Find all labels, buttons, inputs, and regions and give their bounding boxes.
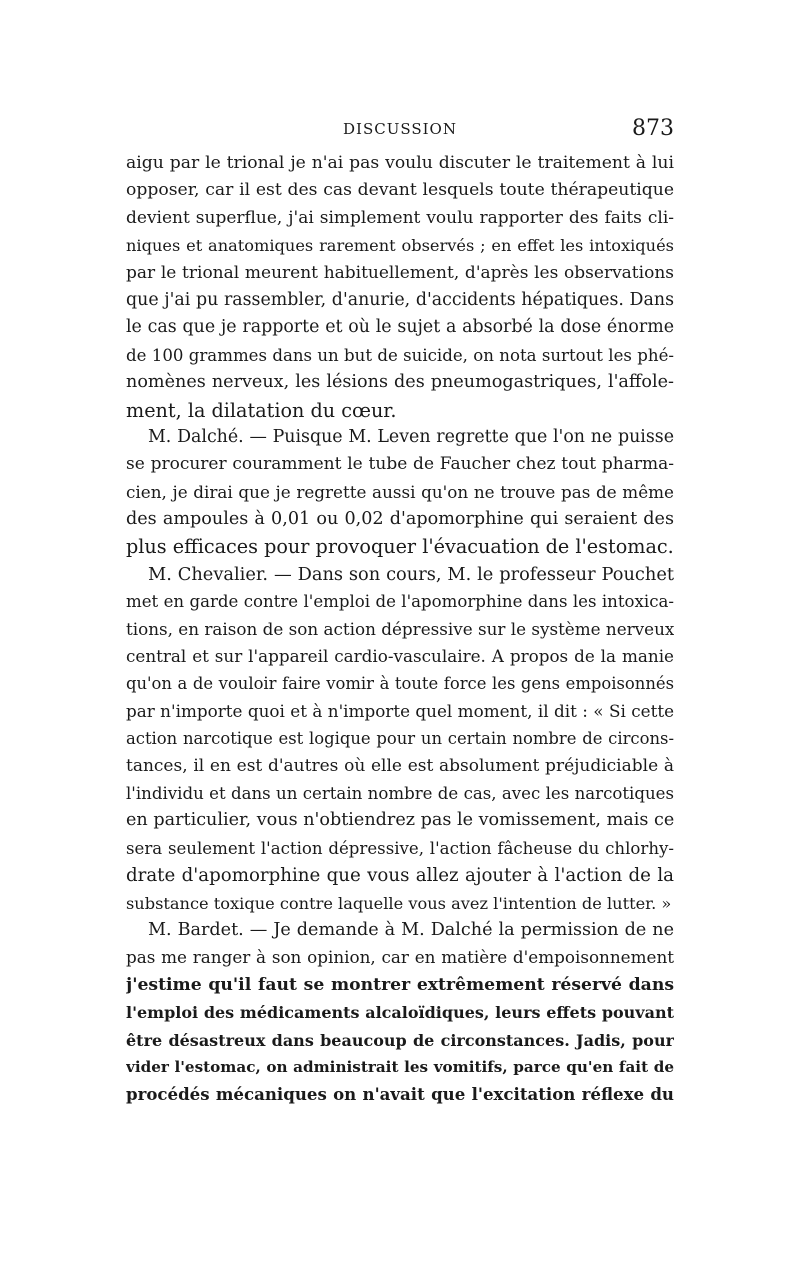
- text-line: action narcotique est logique pour un certain nombre de circons-: [126, 729, 674, 749]
- text-line: que j'ai pu rassembler, d'anurie, d'accidents hépatiques. Dans: [126, 289, 674, 310]
- text-line: cien, je dirai que je regrette aussi qu'on ne trouve pas de même: [126, 481, 674, 502]
- text-line: plus efficaces pour provoquer l'évacuation de l'estomac.: [126, 535, 674, 559]
- text-line: l'individu et dans un certain nombre de cas, avec les narcotiques: [126, 783, 674, 803]
- body-text: [126, 150, 674, 1109]
- text-line: procédés mécaniques on n'avait que l'excitation réflexe du: [126, 1084, 674, 1105]
- text-line: tances, il en est d'autres où elle est absolument préjudiciable à: [126, 755, 674, 776]
- text-line: le cas que je rapporte et où le sujet a absorbé la dose énorme: [126, 317, 674, 338]
- text-line: vider l'estomac, on administrait les vomitifs, parce qu'en fait de: [126, 1057, 674, 1076]
- text-line: des ampoules à 0,01 ou 0,02 d'apomorphine qui seraient des: [126, 509, 674, 530]
- text-line: devient superflue, j'ai simplement voulu rapporter des faits cli-: [126, 207, 674, 228]
- text-line: pas me ranger à son opinion, car en matière d'empoisonnement: [126, 947, 674, 968]
- text-line: par n'importe quoi et à n'importe quel moment, il dit : « Si cette: [126, 700, 674, 721]
- text-line: par le trional meurent habituellement, d'après les observations: [126, 262, 674, 283]
- text-line: j'estime qu'il faut se montrer extrêmement réservé dans: [126, 974, 674, 995]
- running-head: DISCUSSION: [343, 120, 457, 138]
- text-line: de 100 grammes dans un but de suicide, on nota surtout les phé-: [126, 345, 674, 365]
- text-line: M. Bardet. — Je demande à M. Dalché la permission de ne: [148, 919, 674, 940]
- page-number: 873: [632, 116, 674, 141]
- text-line: central et sur l'appareil cardio-vasculaire. A propos de la manie: [126, 646, 674, 667]
- text-line: met en garde contre l'emploi de l'apomorphine dans les intoxica-: [126, 592, 674, 612]
- page-header: [126, 116, 674, 150]
- text-line: sera seulement l'action dépressive, l'action fâcheuse du chlorhy-: [126, 838, 674, 858]
- text-line: se procurer couramment le tube de Faucher chez tout pharma-: [126, 454, 674, 475]
- text-line: qu'on a de vouloir faire vomir à toute force les gens empoisonnés: [126, 674, 674, 694]
- text-line: M. Dalché. — Puisque M. Leven regrette que l'on ne puisse: [148, 426, 674, 447]
- text-line: être désastreux dans beaucoup de circonstances. Jadis, pour: [126, 1030, 674, 1050]
- text-line: drate d'apomorphine que vous allez ajouter à l'action de la: [126, 865, 674, 887]
- text-line: aigu par le trional je n'ai pas voulu discuter le traitement à lui: [126, 153, 674, 173]
- text-line: niques et anatomiques rarement observés ; en effet les intoxiqués: [126, 236, 674, 256]
- text-line: opposer, car il est des cas devant lesquels toute thérapeutique: [126, 180, 674, 201]
- text-line: ment, la dilatation du cœur.: [126, 398, 397, 422]
- text-line: nomènes nerveux, les lésions des pneumogastriques, l'affole-: [126, 372, 674, 393]
- text-line: M. Chevalier. — Dans son cours, M. le professeur Pouchet: [148, 563, 674, 585]
- text-line: tions, en raison de son action dépressive sur le système nerveux: [126, 618, 674, 639]
- text-line: l'emploi des médicaments alcaloïdiques, leurs effets pouvant: [126, 1003, 674, 1023]
- text-line: en particulier, vous n'obtiendrez pas le vomissement, mais ce: [126, 810, 674, 831]
- text-line: substance toxique contre laquelle vous avez l'intention de lutter. »: [126, 893, 672, 913]
